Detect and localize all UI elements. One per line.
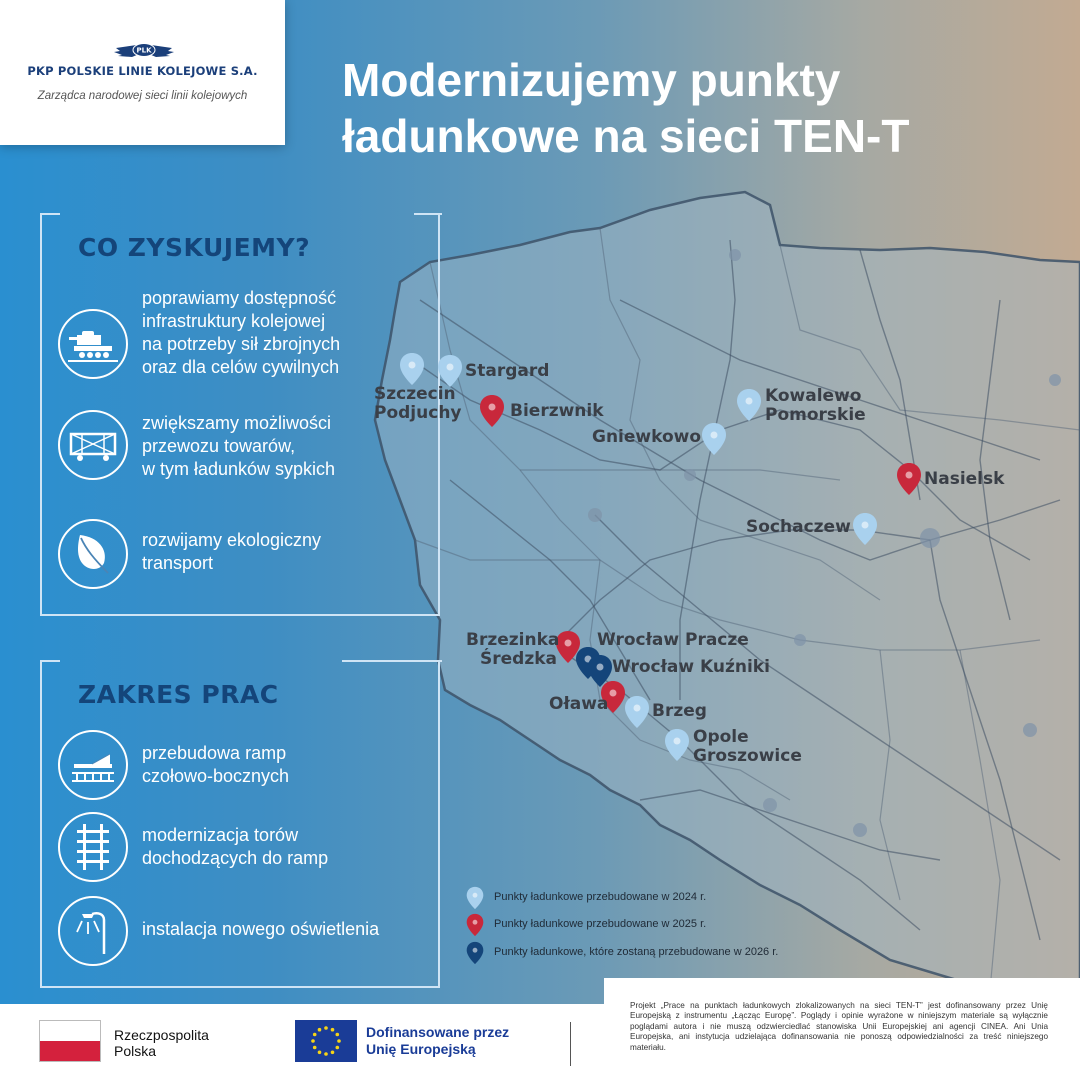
legend-pin-2026-icon	[466, 941, 484, 965]
text-line: na potrzeby sił zbrojnych	[142, 334, 341, 354]
text-line: w tym ładunków sypkich	[142, 459, 336, 479]
benefit-text	[142, 529, 442, 575]
benefit-icon-circle	[58, 309, 128, 379]
city-label-wroclaw-kuzniki	[612, 658, 770, 677]
city-label-brzeg	[652, 702, 707, 721]
scope-icon-circle	[58, 730, 128, 800]
panel-top-line-left	[40, 213, 60, 215]
footer-divider	[570, 1022, 571, 1066]
map-pin-nasielsk-icon	[896, 462, 922, 496]
eu-cofinancing-label	[366, 1024, 509, 1058]
scope-panel	[40, 660, 440, 988]
text-line: dochodzących do ramp	[142, 848, 329, 868]
city-label-line: Nasielsk	[924, 469, 1005, 489]
panel-top-line-right	[414, 213, 442, 215]
scope-icon-circle	[58, 812, 128, 882]
city-label-olawa	[549, 695, 608, 714]
poland-flag-icon	[39, 1020, 101, 1062]
freight-wagon-icon	[68, 420, 118, 470]
city-label-line: Sochaczew	[746, 517, 851, 537]
city-label-opole-groszowice	[693, 728, 802, 766]
funding-disclaimer: Projekt „Prace na punktach ładunkowych zlokalizowanych na sieci TEN-T” jest dofinansowany przez Unię Europejską z instrumentu „Łącząc Europę”. Poglądy i opinie wyrażone w niniejszym materiale są wyłącznie poglądami autora i nie muszą odzwierciedlać stanowiska Unii Europejskiej ani agencji CINEA. Ani Unia Europejska, ani instytucja udzielająca dofinansowania nie ponoszą odpowiedzialności za treść niniejszego materiału.	[630, 1001, 1048, 1052]
map-pin-bierzwnik-icon	[479, 394, 505, 428]
city-label-wroclaw-pracze	[597, 631, 749, 650]
map-pin-sochaczew-icon	[852, 512, 878, 546]
city-label-line: Brzeg	[652, 701, 707, 721]
city-label-line: Średzka	[480, 649, 557, 669]
scope-icon-circle	[58, 896, 128, 966]
text-line: zwiększamy możliwości	[142, 413, 332, 433]
eu-line: Dofinansowane przez	[366, 1024, 510, 1040]
company-name: PKP POLSKIE LINIE KOLEJOWE S.A.	[27, 64, 258, 78]
text-line: czołowo-bocznych	[142, 766, 290, 786]
map-pin-brzeg-icon	[624, 695, 650, 729]
city-label-line: Oława	[549, 694, 609, 714]
benefit-icon-circle	[58, 519, 128, 589]
map-pin-kowalewo-pomorskie-icon	[736, 388, 762, 422]
text-line: modernizacja torów	[142, 825, 299, 845]
leaf-icon	[68, 529, 118, 579]
map-pin-stargard-icon	[437, 354, 463, 388]
city-label-line: Wrocław Pracze	[597, 630, 749, 650]
city-label-sochaczew	[746, 518, 851, 537]
city-label-line: Bierzwnik	[510, 401, 604, 421]
city-label-line: Opole	[693, 727, 749, 747]
legend-label: Punkty ładunkowe przebudowane w 2024 r.	[494, 891, 707, 903]
map-pin-gniewkowo-icon	[701, 422, 727, 456]
text-line: przewozu towarów,	[142, 436, 296, 456]
emblem-text: PLK	[136, 46, 152, 55]
text-line: przebudowa ramp	[142, 743, 287, 763]
panel-top-line-right	[342, 660, 442, 662]
track-icon	[68, 822, 118, 872]
city-label-szczecin-podjuchy	[374, 385, 462, 423]
text-line: infrastruktury kolejowej	[142, 311, 326, 331]
panel-top-line-left	[40, 660, 60, 662]
city-label-line: Podjuchy	[374, 403, 462, 423]
text-line: rozwijamy ekologiczny	[142, 530, 322, 550]
street-lamp-icon	[68, 906, 118, 956]
city-label-line: Brzezinka	[466, 630, 560, 650]
city-label-nasielsk	[924, 470, 1004, 489]
eu-flag-icon	[295, 1020, 357, 1062]
plk-wings-emblem-icon	[112, 40, 176, 62]
city-label-brzezinka-sredzka	[466, 631, 559, 669]
text-line: poprawiamy dostępność	[142, 288, 337, 308]
city-label-stargard	[465, 362, 549, 381]
text-line: oraz dla celów cywilnych	[142, 357, 340, 377]
benefit-icon-circle	[58, 410, 128, 480]
city-label-line: Szczecin	[374, 384, 456, 404]
legend-label: Punkty ładunkowe przebudowane w 2025 r.	[494, 918, 707, 930]
title-line-2: ładunkowe na sieci TEN-T	[342, 110, 910, 162]
text-line: transport	[142, 553, 214, 573]
scope-text	[142, 742, 442, 788]
legend-pin-2024-icon	[466, 886, 484, 910]
city-label-line: Groszowice	[693, 746, 802, 766]
city-label-line: Stargard	[465, 361, 550, 381]
loading-ramp-icon	[68, 740, 118, 790]
rp-line: Rzeczpospolita	[114, 1027, 209, 1043]
text-line: instalacja nowego oświetlenia	[142, 919, 380, 939]
scope-text	[142, 918, 442, 941]
rzeczpospolita-polska-label	[114, 1027, 209, 1059]
map-pin-opole-groszowice-icon	[664, 728, 690, 762]
city-label-line: Pomorskie	[765, 405, 866, 425]
tank-on-railcar-icon	[68, 319, 118, 369]
city-label-kowalewo-pomorskie	[765, 387, 866, 425]
eu-line: Unię Europejską	[366, 1041, 476, 1057]
city-label-line: Kowalewo	[765, 386, 862, 406]
legend-label: Punkty ładunkowe, które zostaną przebudowane w 2026 r.	[494, 946, 779, 958]
city-label-line: Gniewkowo	[592, 427, 702, 447]
title-line-1: Modernizujemy punkty	[342, 54, 841, 106]
poland-outline	[375, 192, 1080, 1000]
benefit-text	[142, 287, 442, 379]
legend-pin-2025-icon	[466, 913, 484, 937]
city-label-line: Wrocław Kuźniki	[612, 657, 770, 677]
page-title	[342, 52, 1062, 164]
plk-logo-box	[0, 0, 285, 145]
map-pin-szczecin-podjuchy-icon	[399, 352, 425, 386]
rp-line: Polska	[114, 1043, 157, 1059]
scope-heading: ZAKRES PRAC	[78, 680, 279, 709]
city-label-gniewkowo	[592, 428, 701, 447]
scope-text	[142, 824, 442, 870]
benefits-heading: CO ZYSKUJEMY?	[78, 233, 311, 262]
company-tagline: Zarządca narodowej sieci linii kolejowych	[37, 90, 248, 102]
city-label-bierzwnik	[510, 402, 604, 421]
